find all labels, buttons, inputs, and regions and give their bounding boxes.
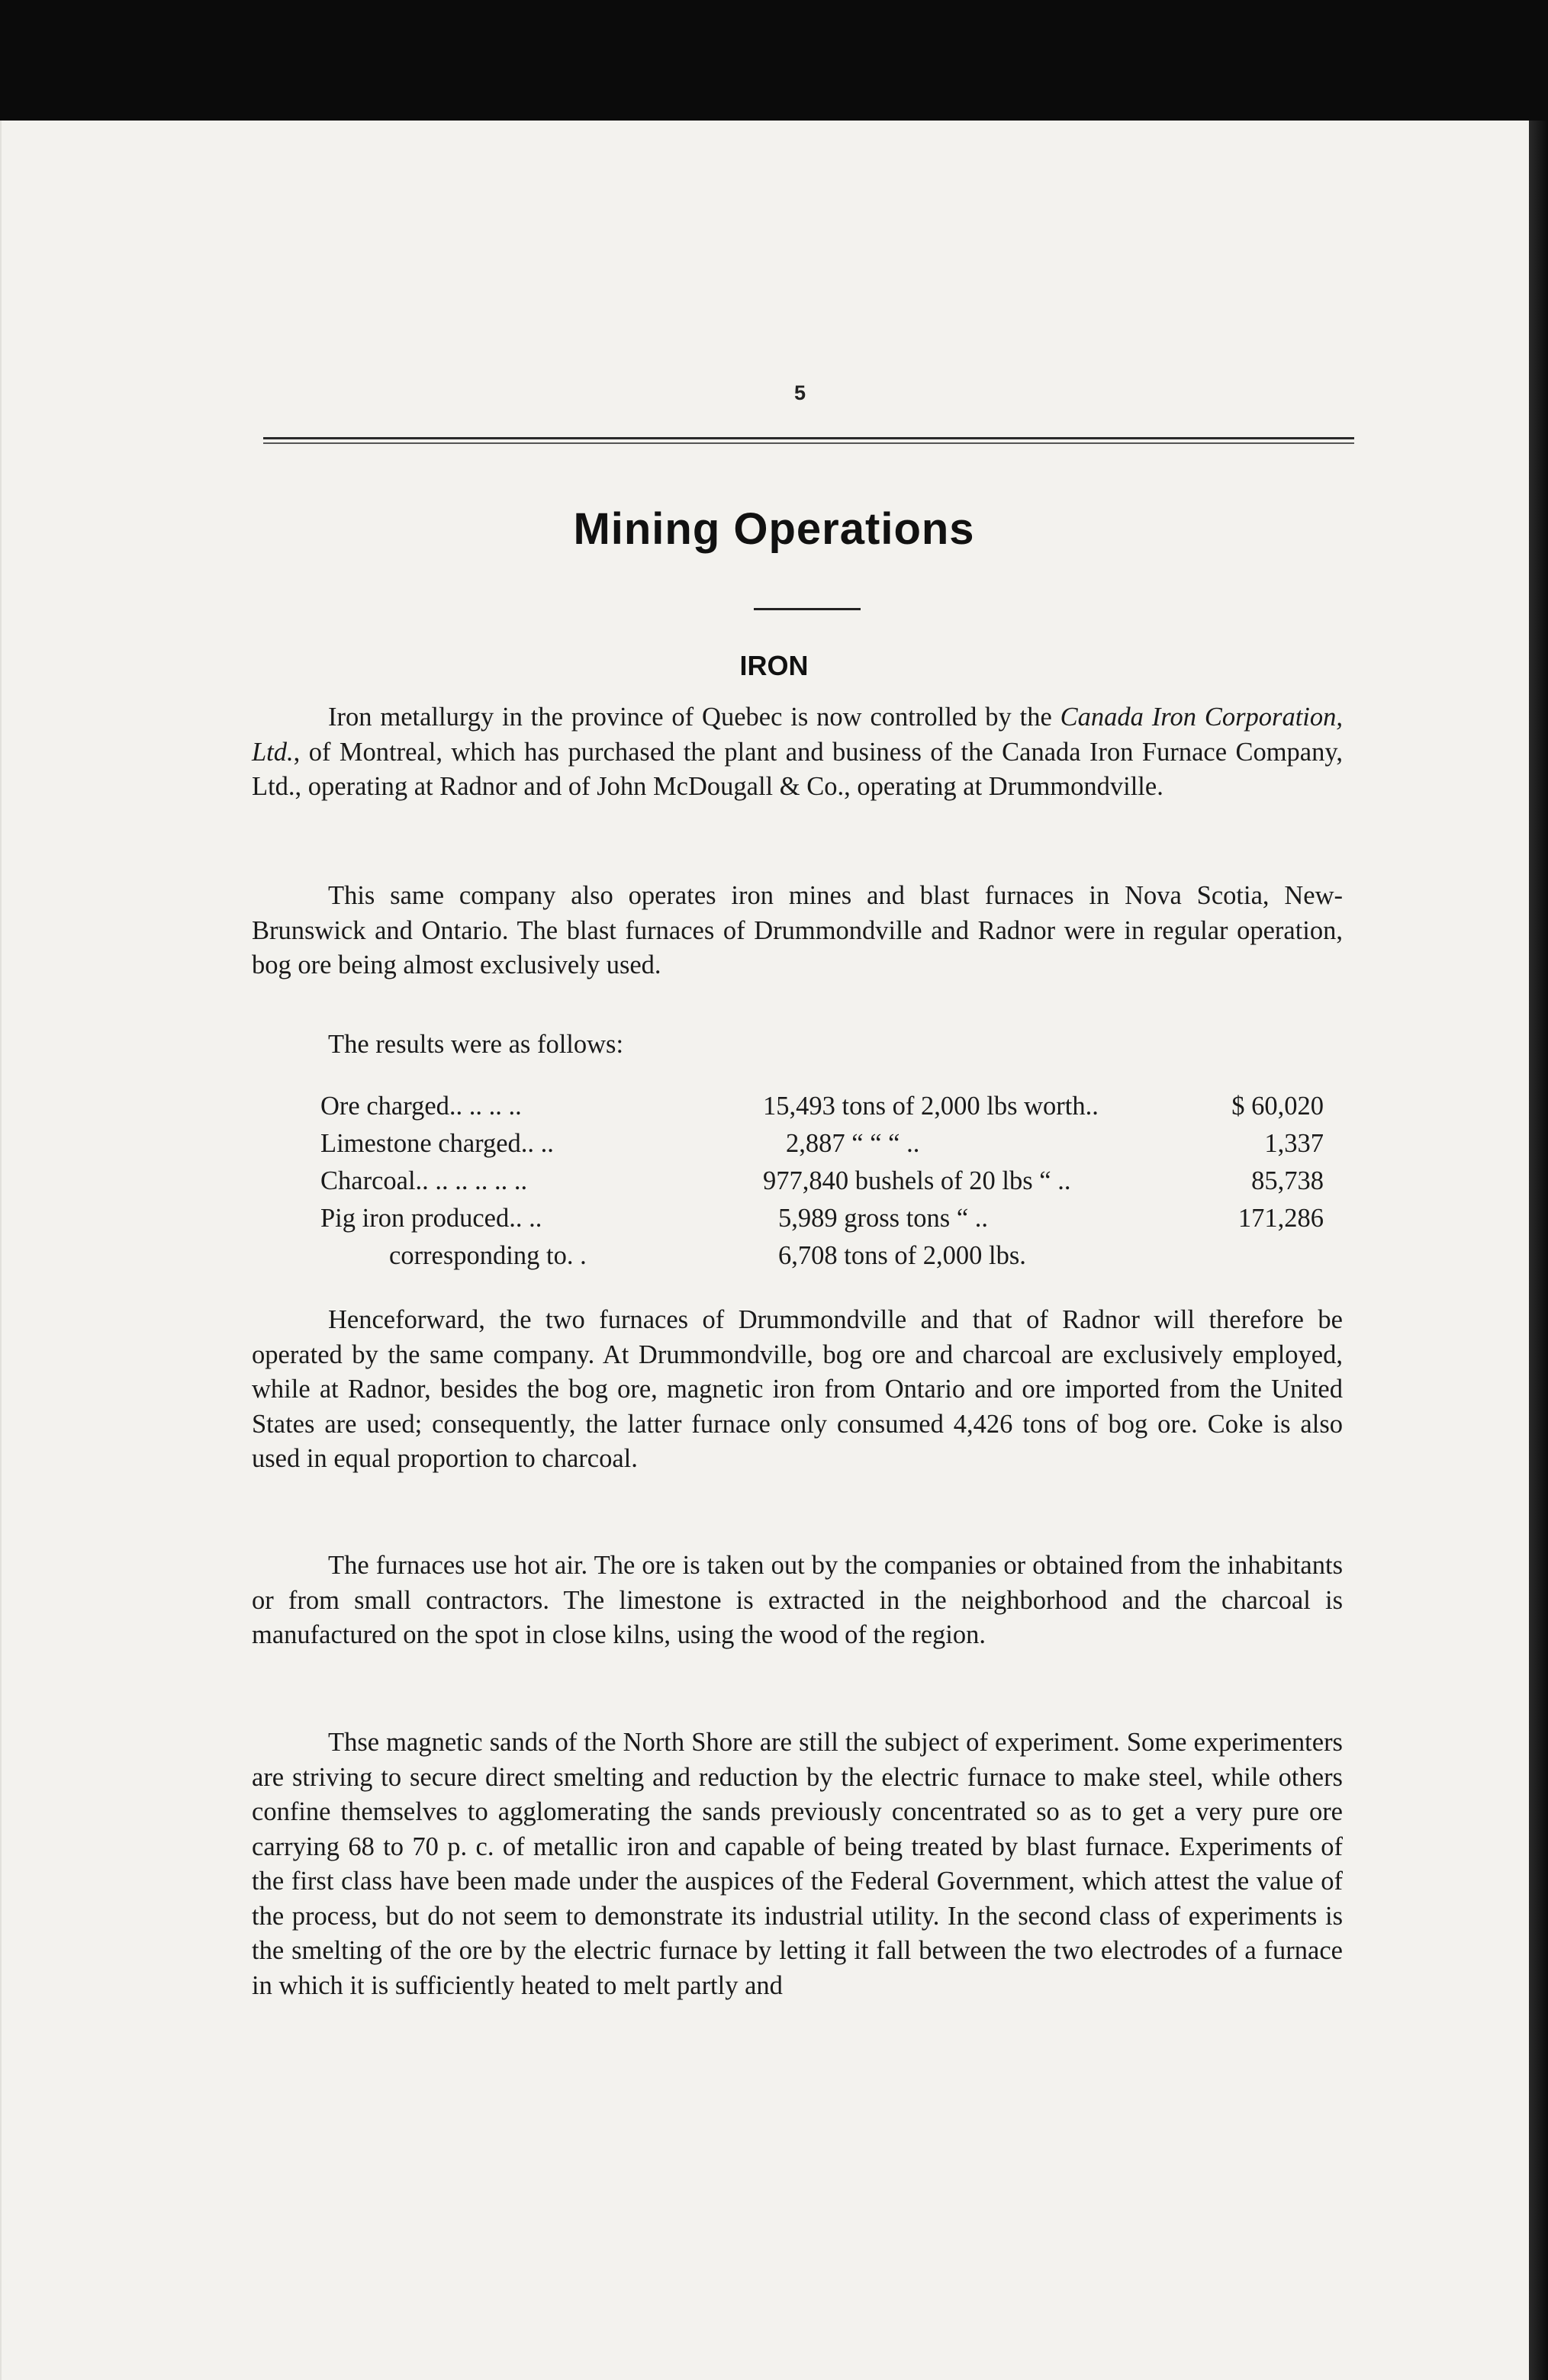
- row-label: Ore charged.. .. .. ..: [320, 1092, 522, 1121]
- row-value: 1,337: [1264, 1129, 1324, 1158]
- table-row: [320, 1237, 1324, 1275]
- results-intro: The results were as follows:: [328, 1030, 624, 1059]
- paragraph-furnaces: The furnaces use hot air. The ore is taken out by the companies or obtained from the inhabitants or from small contractors. The limestone is extracted in the neighborhood and the charcoal is manufactured on the spot in close kilns, using the wood of the region.: [252, 1551, 1343, 1649]
- paragraph-operations: This same company also operates iron mines and blast furnaces in Nova Scotia, New-Brunswick and Ontario. The blast furnaces of Drummondville and Radnor were in regular operation, bog ore being almost exclusively used.: [252, 881, 1343, 979]
- paragraph-henceforward: Henceforward, the two furnaces of Drummondville and that of Radnor will therefore be operated by the same company. At Drummondville, bog ore and charcoal are exclusively employed, while at Radnor, besides the bog ore, magnetic iron from Ontario and ore imported from the United States are used; consequently, the latter furnace only consumed 4,426 tons of bog ore. Coke is also used in equal proportion to charcoal.: [252, 1305, 1343, 1473]
- title-rule: [754, 608, 861, 610]
- row-label: Limestone charged.. ..: [320, 1129, 554, 1158]
- company-name-italic: Canada Iron Corporation, Ltd.: [252, 703, 1343, 767]
- row-value: 85,738: [1251, 1166, 1324, 1195]
- section-heading-iron: IRON: [739, 650, 809, 681]
- paragraph-magnetic-sands: Thse magnetic sands of the North Shore are still the subject of experiment. Some experimenters are striving to secure direct smelting and reduction by the electric furnace to make steel, while others confine themselves to agglomerating the sands previously concentrated so as to get a very pure ore carrying 68 to 70 p. c. of metallic iron and capable of being treated by blast furnace. Experiments of the first class have been made under the auspices of the Federal Government, which attest the value of the process, but do not seem to demonstrate its industrial utility. In the second class of experiments is the smelting of the ore by the electric furnace by letting it fall between the two electrodes of a furnace in which it is sufficiently heated to melt partly and: [252, 1728, 1343, 2000]
- row-value: [1202, 1237, 1324, 1275]
- row-value: 171,286: [1237, 1204, 1324, 1233]
- table-row: [320, 1088, 1324, 1125]
- row-label: Pig iron produced.. ..: [320, 1204, 542, 1233]
- paragraph-intro: [252, 700, 1343, 805]
- results-table: [320, 1088, 1324, 1275]
- table-row: [320, 1200, 1324, 1237]
- table-row: [320, 1163, 1324, 1200]
- page-number: 5: [794, 381, 806, 404]
- page-title: Mining Operations: [573, 504, 975, 554]
- row-quantity: 2,887 “ “ “ ..: [786, 1129, 920, 1158]
- row-quantity: 6,708 tons of 2,000 lbs.: [778, 1241, 1026, 1270]
- page-edge-shadow: [1529, 121, 1548, 2380]
- row-label: Charcoal.. .. .. .. .. ..: [320, 1166, 528, 1195]
- row-quantity: 5,989 gross tons “ ..: [778, 1204, 989, 1233]
- table-row: [320, 1125, 1324, 1163]
- row-label: corresponding to. .: [389, 1241, 587, 1270]
- row-quantity: 15,493 tons of 2,000 lbs worth..: [763, 1092, 1099, 1121]
- header-rule: [263, 437, 1354, 444]
- paragraph-intro-part1: Iron metallurgy in the province of Quebec is now controlled by the: [328, 703, 1060, 732]
- row-value: $ 60,020: [1231, 1092, 1324, 1121]
- row-quantity: 977,840 bushels of 20 lbs “ ..: [763, 1166, 1071, 1195]
- paragraph-intro-part2: , of Montreal, which has purchased the plant and business of the Canada Iron Furnace Company, Ltd., operating at Radnor and of John McDougall & Co., operating at Drummondville.: [252, 737, 1343, 801]
